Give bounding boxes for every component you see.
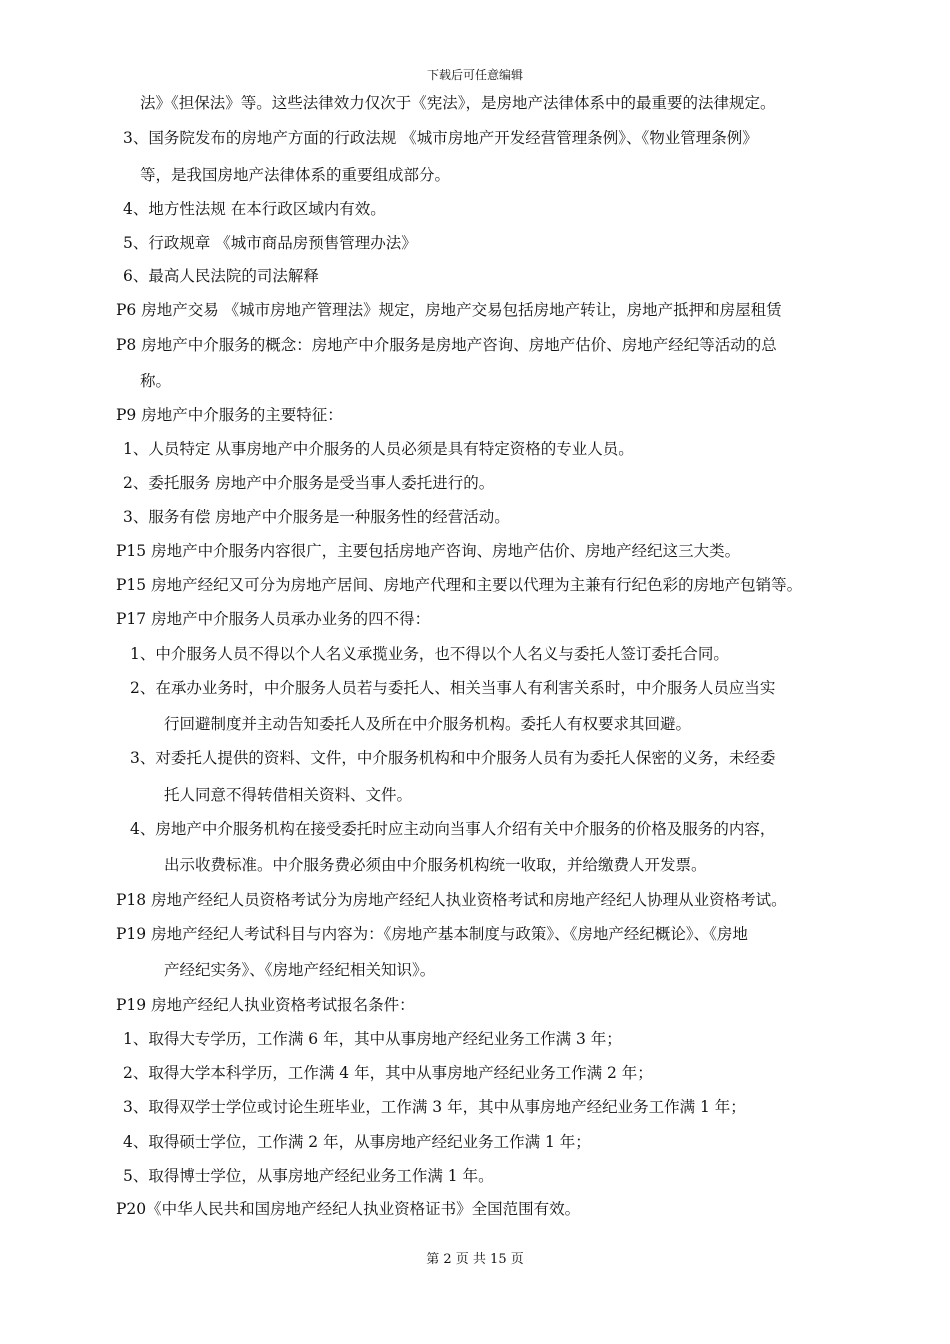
text-line: P19 房地产经纪人执业资格考试报名条件： — [116, 996, 415, 1014]
page-footer: 第 2 页 共 15 页 — [426, 1252, 524, 1267]
text-line: 产经纪实务》、《房地产经纪相关知识》。 — [164, 961, 436, 979]
text-line: 3、取得双学士学位或讨论生班毕业，工作满 3 年，其中从事房地产经纪业务工作满 1 年； — [123, 1098, 746, 1116]
text-line: P20《中华人民共和国房地产经纪人执业资格证书》全国范围有效。 — [116, 1200, 581, 1218]
text-line: 4、取得硕士学位，工作满 2 年，从事房地产经纪业务工作满 1 年； — [123, 1133, 591, 1151]
text-line: 1、取得大专学历，工作满 6 年，其中从事房地产经纪业务工作满 3 年； — [123, 1030, 622, 1048]
text-line: 4、地方性法规 在本行政区域内有效。 — [123, 200, 386, 218]
text-line: 4、房地产中介服务机构在接受委托时应主动向当事人介绍有关中介服务的价格及服务的内容， — [130, 820, 776, 838]
text-line: 行回避制度并主动告知委托人及所在中介服务机构。委托人有权要求其回避。 — [164, 715, 692, 733]
page-header: 下载后可任意编辑 — [426, 68, 523, 82]
text-line: 2、委托服务 房地产中介服务是受当事人委托进行的。 — [123, 474, 495, 492]
text-line: 2、取得大学本科学历，工作满 4 年，其中从事房地产经纪业务工作满 2 年； — [123, 1064, 653, 1082]
text-line: P6 房地产交易 《城市房地产管理法》规定，房地产交易包括房地产转让，房地产抵押和房屋租赁 — [116, 301, 782, 319]
text-line: 托人同意不得转借相关资料、文件。 — [164, 786, 413, 804]
text-line: P18 房地产经纪人员资格考试分为房地产经纪人执业资格考试和房地产经纪人协理从业资格考试。 — [116, 891, 787, 909]
text-line: 法》《担保法》等。这些法律效力仅次于《宪法》，是房地产法律体系中的最重要的法律规定。 — [140, 94, 776, 112]
text-line: 等，是我国房地产法律体系的重要组成部分。 — [140, 166, 451, 184]
text-line: P8 房地产中介服务的概念：房地产中介服务是房地产咨询、房地产估价、房地产经纪等活动的总 — [116, 336, 777, 354]
text-line: 5、行政规章 《城市商品房预售管理办法》 — [123, 234, 417, 252]
text-line: P15 房地产经纪又可分为房地产居间、房地产代理和主要以代理为主兼有行纪色彩的房地产包销等。 — [116, 576, 803, 594]
text-line: 3、国务院发布的房地产方面的行政法规 《城市房地产开发经营管理条例》、《物业管理条例》 — [123, 129, 758, 147]
text-line: 称。 — [140, 372, 172, 390]
text-line: 出示收费标准。中介服务费必须由中介服务机构统一收取，并给缴费人开发票。 — [164, 856, 707, 874]
text-line: 6、最高人民法院的司法解释 — [123, 267, 319, 285]
text-line: 5、取得博士学位，从事房地产经纪业务工作满 1 年。 — [123, 1167, 494, 1185]
text-line: 1、中介服务人员不得以个人名义承揽业务，也不得以个人名义与委托人签订委托合同。 — [130, 645, 729, 663]
text-line: 1、人员特定 从事房地产中介服务的人员必须是具有特定资格的专业人员。 — [123, 440, 634, 458]
text-line: 3、服务有偿 房地产中介服务是一种服务性的经营活动。 — [123, 508, 510, 526]
text-line: P9 房地产中介服务的主要特征： — [116, 406, 343, 424]
text-line: 3、对委托人提供的资料、文件，中介服务机构和中介服务人员有为委托人保密的义务，未经委 — [130, 749, 776, 767]
text-line: P19 房地产经纪人考试科目与内容为：《房地产基本制度与政策》、《房地产经纪概论》、《房地 — [116, 925, 748, 943]
text-line: P15 房地产中介服务内容很广，主要包括房地产咨询、房地产估价、房地产经纪这三大类。 — [116, 542, 741, 560]
text-line: 2、在承办业务时，中介服务人员若与委托人、相关当事人有利害关系时，中介服务人员应当实 — [130, 679, 776, 697]
text-line: P17 房地产中介服务人员承办业务的四不得： — [116, 610, 431, 628]
